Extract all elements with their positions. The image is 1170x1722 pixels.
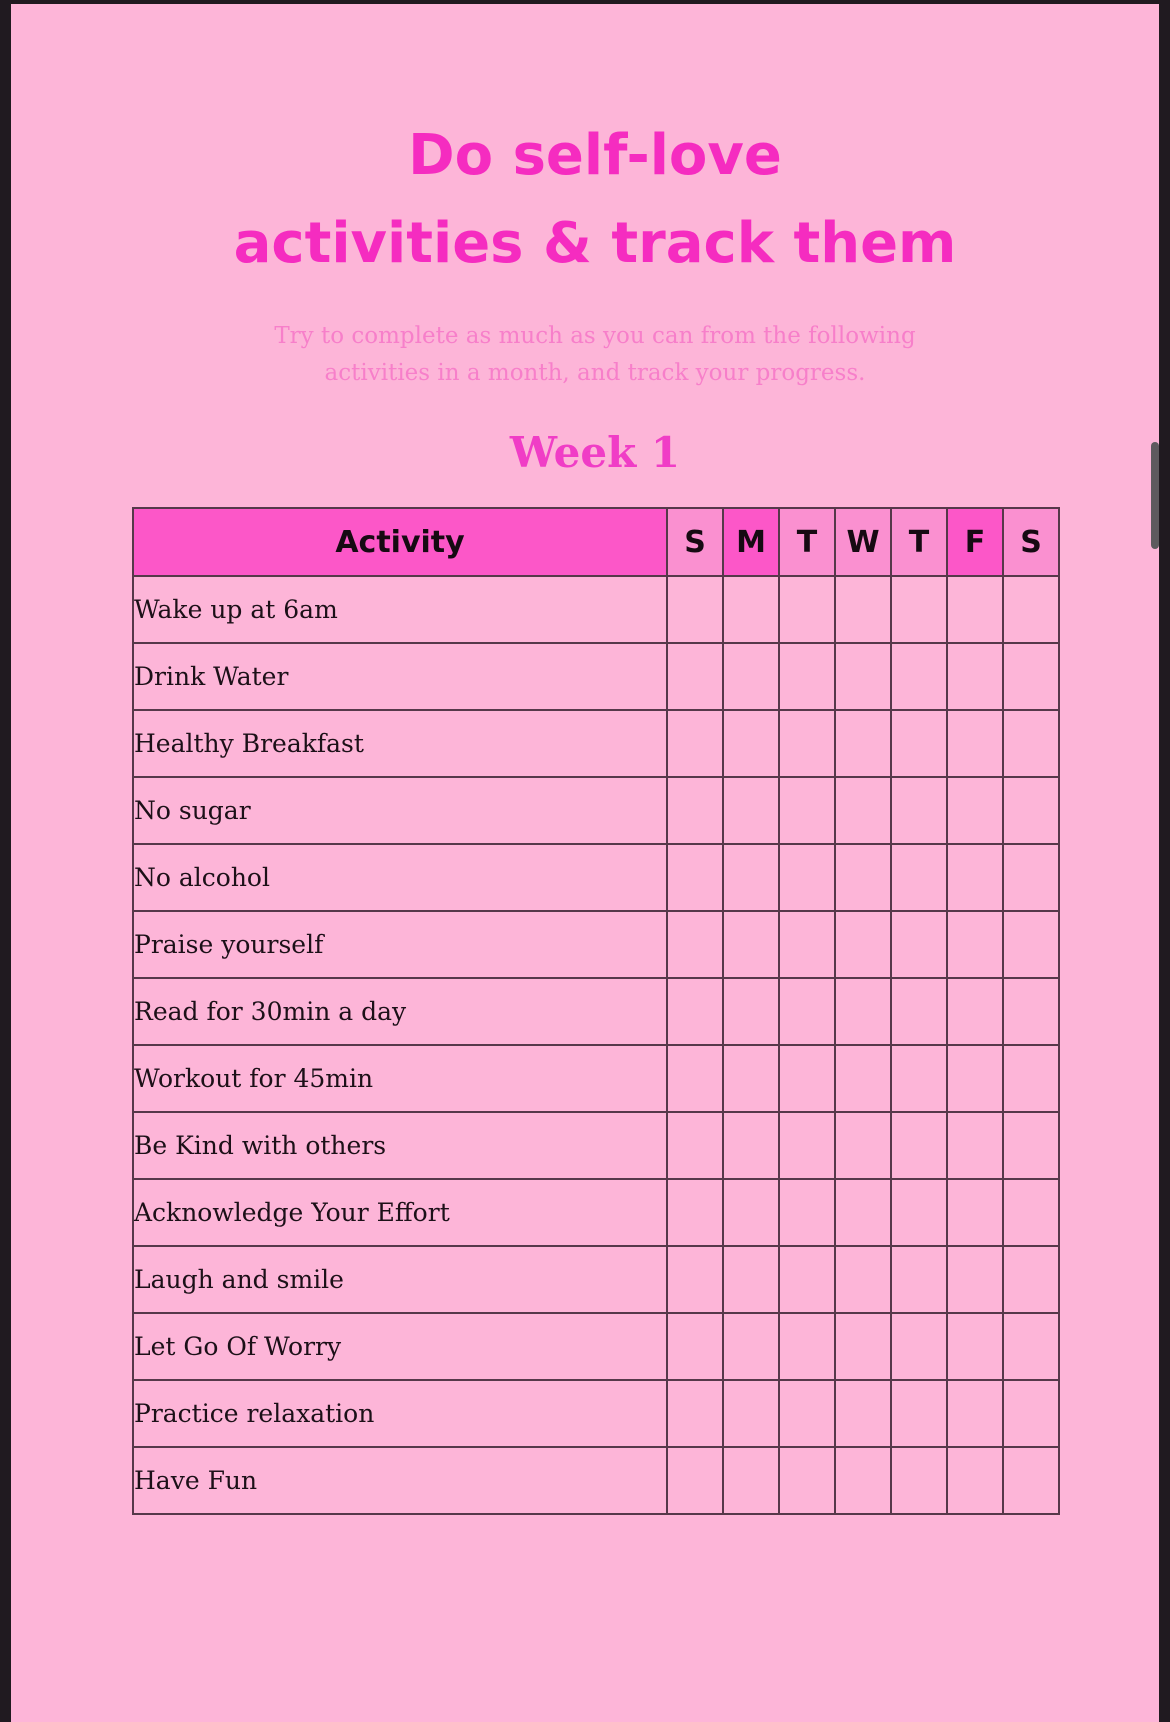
day-header-thursday: T [891, 508, 947, 576]
check-cell-wednesday[interactable] [835, 1179, 891, 1246]
check-cell-friday[interactable] [947, 1380, 1003, 1447]
check-cell-thursday[interactable] [891, 1179, 947, 1246]
check-cell-saturday[interactable] [1003, 1447, 1059, 1514]
check-cell-monday[interactable] [723, 911, 779, 978]
subtitle-line-2: activities in a month, and track your progress. [324, 360, 866, 386]
check-cell-wednesday[interactable] [835, 777, 891, 844]
check-cell-tuesday[interactable] [779, 777, 835, 844]
check-cell-friday[interactable] [947, 1447, 1003, 1514]
check-cell-tuesday[interactable] [779, 1179, 835, 1246]
check-cell-tuesday[interactable] [779, 978, 835, 1045]
check-cell-sunday[interactable] [667, 643, 723, 710]
check-cell-tuesday[interactable] [779, 643, 835, 710]
check-cell-wednesday[interactable] [835, 978, 891, 1045]
table-row [133, 1380, 1059, 1447]
check-cell-saturday[interactable] [1003, 1380, 1059, 1447]
check-cell-monday[interactable] [723, 576, 779, 643]
check-cell-monday[interactable] [723, 1179, 779, 1246]
check-cell-monday[interactable] [723, 978, 779, 1045]
check-cell-saturday[interactable] [1003, 576, 1059, 643]
check-cell-friday[interactable] [947, 1179, 1003, 1246]
table-row [133, 911, 1059, 978]
check-cell-monday[interactable] [723, 1045, 779, 1112]
check-cell-sunday[interactable] [667, 978, 723, 1045]
check-cell-friday[interactable] [947, 643, 1003, 710]
check-cell-saturday[interactable] [1003, 978, 1059, 1045]
check-cell-sunday[interactable] [667, 1380, 723, 1447]
check-cell-thursday[interactable] [891, 1313, 947, 1380]
activity-label: Laugh and smile [133, 1246, 667, 1313]
check-cell-wednesday[interactable] [835, 1246, 891, 1313]
check-cell-thursday[interactable] [891, 1045, 947, 1112]
activity-column-header: Activity [133, 508, 667, 576]
check-cell-sunday[interactable] [667, 1179, 723, 1246]
check-cell-sunday[interactable] [667, 1447, 723, 1514]
check-cell-thursday[interactable] [891, 911, 947, 978]
table-row [133, 710, 1059, 777]
check-cell-sunday[interactable] [667, 1246, 723, 1313]
instructions-text [11, 318, 1170, 392]
check-cell-thursday[interactable] [891, 1112, 947, 1179]
check-cell-saturday[interactable] [1003, 643, 1059, 710]
day-header-tuesday: T [779, 508, 835, 576]
activity-label: Have Fun [133, 1447, 667, 1514]
check-cell-thursday[interactable] [891, 576, 947, 643]
activity-label: No sugar [133, 777, 667, 844]
check-cell-wednesday[interactable] [835, 1447, 891, 1514]
activity-label: Acknowledge Your Effort [133, 1179, 667, 1246]
check-cell-sunday[interactable] [667, 710, 723, 777]
check-cell-tuesday[interactable] [779, 1045, 835, 1112]
check-cell-thursday[interactable] [891, 1380, 947, 1447]
check-cell-sunday[interactable] [667, 1112, 723, 1179]
check-cell-sunday[interactable] [667, 1045, 723, 1112]
check-cell-monday[interactable] [723, 643, 779, 710]
table-row [133, 844, 1059, 911]
check-cell-saturday[interactable] [1003, 1313, 1059, 1380]
check-cell-saturday[interactable] [1003, 844, 1059, 911]
check-cell-friday[interactable] [947, 1112, 1003, 1179]
check-cell-wednesday[interactable] [835, 1045, 891, 1112]
check-cell-sunday[interactable] [667, 576, 723, 643]
check-cell-friday[interactable] [947, 844, 1003, 911]
day-header-monday: M [723, 508, 779, 576]
check-cell-tuesday[interactable] [779, 911, 835, 978]
check-cell-monday[interactable] [723, 1380, 779, 1447]
table-row [133, 643, 1059, 710]
check-cell-tuesday[interactable] [779, 844, 835, 911]
check-cell-sunday[interactable] [667, 1313, 723, 1380]
table-header-row [133, 508, 1059, 576]
day-header-sunday: S [667, 508, 723, 576]
check-cell-friday[interactable] [947, 1045, 1003, 1112]
activity-label: Drink Water [133, 643, 667, 710]
check-cell-wednesday[interactable] [835, 1380, 891, 1447]
table-row [133, 1447, 1059, 1514]
check-cell-saturday[interactable] [1003, 1179, 1059, 1246]
check-cell-saturday[interactable] [1003, 1112, 1059, 1179]
check-cell-friday[interactable] [947, 1313, 1003, 1380]
check-cell-monday[interactable] [723, 1313, 779, 1380]
activity-label: No alcohol [133, 844, 667, 911]
table-row [133, 1313, 1059, 1380]
activity-label: Practice relaxation [133, 1380, 667, 1447]
check-cell-thursday[interactable] [891, 710, 947, 777]
check-cell-thursday[interactable] [891, 777, 947, 844]
check-cell-wednesday[interactable] [835, 710, 891, 777]
check-cell-saturday[interactable] [1003, 1045, 1059, 1112]
habit-tracker-table [132, 507, 1060, 1515]
check-cell-tuesday[interactable] [779, 710, 835, 777]
check-cell-thursday[interactable] [891, 1246, 947, 1313]
check-cell-wednesday[interactable] [835, 911, 891, 978]
activity-label: Praise yourself [133, 911, 667, 978]
check-cell-tuesday[interactable] [779, 576, 835, 643]
page-title [11, 112, 1170, 288]
table-row [133, 978, 1059, 1045]
check-cell-friday[interactable] [947, 777, 1003, 844]
table-row [133, 1179, 1059, 1246]
day-header-friday: F [947, 508, 1003, 576]
check-cell-thursday[interactable] [891, 978, 947, 1045]
check-cell-saturday[interactable] [1003, 710, 1059, 777]
check-cell-tuesday[interactable] [779, 1447, 835, 1514]
subtitle-line-1: Try to complete as much as you can from the following [274, 323, 916, 349]
check-cell-monday[interactable] [723, 844, 779, 911]
check-cell-friday[interactable] [947, 911, 1003, 978]
day-header-wednesday: W [835, 508, 891, 576]
check-cell-thursday[interactable] [891, 1447, 947, 1514]
check-cell-saturday[interactable] [1003, 777, 1059, 844]
check-cell-thursday[interactable] [891, 844, 947, 911]
check-cell-friday[interactable] [947, 710, 1003, 777]
scrollbar-thumb[interactable] [1151, 442, 1159, 549]
check-cell-friday[interactable] [947, 1246, 1003, 1313]
week-heading: Week 1 [509, 428, 681, 477]
check-cell-thursday[interactable] [891, 643, 947, 710]
table-row [133, 1045, 1059, 1112]
activity-label: Workout for 45min [133, 1045, 667, 1112]
check-cell-monday[interactable] [723, 1112, 779, 1179]
check-cell-monday[interactable] [723, 1246, 779, 1313]
table-row [133, 1112, 1059, 1179]
check-cell-sunday[interactable] [667, 844, 723, 911]
check-cell-saturday[interactable] [1003, 1246, 1059, 1313]
check-cell-sunday[interactable] [667, 777, 723, 844]
table-row [133, 576, 1059, 643]
activity-label: Read for 30min a day [133, 978, 667, 1045]
check-cell-friday[interactable] [947, 978, 1003, 1045]
check-cell-tuesday[interactable] [779, 1313, 835, 1380]
check-cell-tuesday[interactable] [779, 1246, 835, 1313]
activity-label: Let Go Of Worry [133, 1313, 667, 1380]
check-cell-saturday[interactable] [1003, 911, 1059, 978]
activity-label: Be Kind with others [133, 1112, 667, 1179]
check-cell-wednesday[interactable] [835, 844, 891, 911]
activity-label: Healthy Breakfast [133, 710, 667, 777]
document-page [11, 4, 1159, 1722]
day-header-saturday: S [1003, 508, 1059, 576]
table-row [133, 777, 1059, 844]
title-line-1: Do self-love [408, 123, 782, 188]
check-cell-wednesday[interactable] [835, 576, 891, 643]
check-cell-friday[interactable] [947, 576, 1003, 643]
check-cell-monday[interactable] [723, 1447, 779, 1514]
check-cell-tuesday[interactable] [779, 1380, 835, 1447]
check-cell-wednesday[interactable] [835, 1112, 891, 1179]
check-cell-wednesday[interactable] [835, 1313, 891, 1380]
activity-label: Wake up at 6am [133, 576, 667, 643]
check-cell-tuesday[interactable] [779, 1112, 835, 1179]
check-cell-monday[interactable] [723, 777, 779, 844]
check-cell-monday[interactable] [723, 710, 779, 777]
check-cell-sunday[interactable] [667, 911, 723, 978]
check-cell-wednesday[interactable] [835, 643, 891, 710]
table-row [133, 1246, 1059, 1313]
title-line-2: activities & track them [233, 211, 957, 276]
